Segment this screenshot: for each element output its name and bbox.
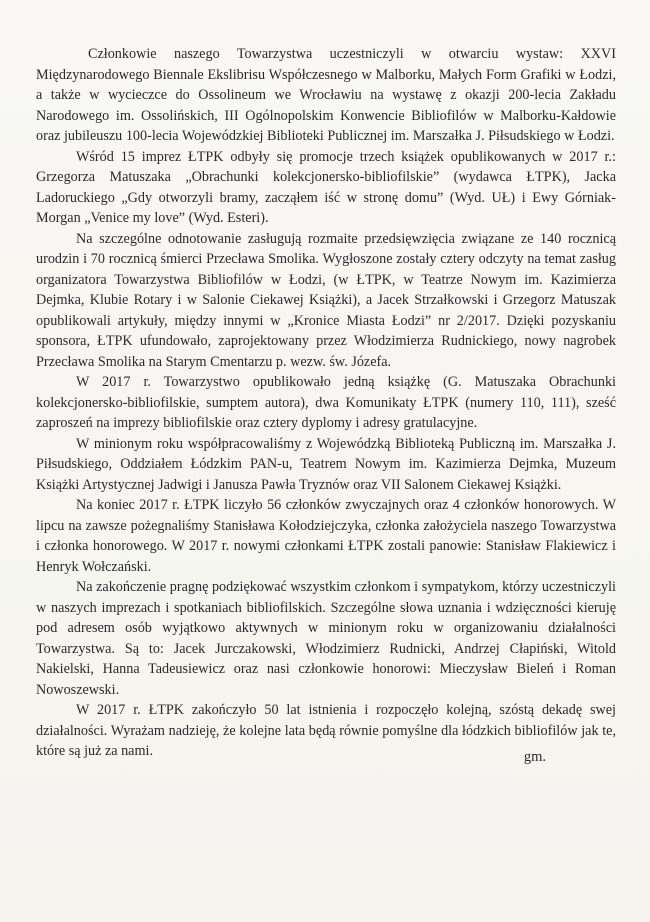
signature: gm. [523, 749, 546, 765]
paragraph-publications: W 2017 r. Towarzystwo opublikowało jedną książkę (G. Matuszaka Obrachunki kolekcjonersko-bibliofilskie, sumptem autora), dwa Komunikaty ŁTPK (numery 110, 111), sześć zaproszeń na imprezy bibliofilskie oraz cztery dyplomy i adresy gratulacyjne. [36, 374, 616, 431]
paragraph-exhibitions: Członkowie naszego Towarzystwa uczestniczyli w otwarciu wystaw: XXVI Międzynarodowego Biennale Ekslibrisu Współczesnego w Malborku, Małych Form Grafiki w Łodzi, a także w wycieczce do Ossolineum we Wrocławiu na wystawę z okazji 200-lecia Zakładu Narodowego im. Ossolińskich, III Ogólnopolskim Konwencie Bibliofilów w Malborku-Kałdowie oraz jubileuszu 100-lecia Wojewódzkiej Biblioteki Publicznej im. Marszałka J. Piłsudskiego w Łodzi. [36, 46, 616, 144]
paragraph-acknowledgements: Na zakończenie pragnę podziękować wszystkim członkom i sympatykom, którzy uczestniczyli w naszych imprezach i spotkaniach bibliofilskich. Szczególne słowa uznania i wdzięczności kieruję pod adresem osób wyjątkowo aktywnych w minionym roku w organizowaniu działalności Towarzystwa. Są to: Jacek Jurczakowski, Włodzimierz Rudnicki, Andrzej Cłapiński, Witold Nakielski, Hanna Tadeusiewicz oraz nasi członkowie honorowi: Mieczysław Bieleń i Roman Nowoszewski. [36, 579, 616, 698]
paragraph-closing: W 2017 r. ŁTPK zakończyło 50 lat istnienia i rozpoczęło kolejną, szóstą dekadę swej działalności. Wyrażam nadzieję, że kolejne lata będą równie pomyślne dla łódzkich bibliofilów jak te, które są już za nami. [36, 702, 616, 759]
paragraph-book-promotions: Wśród 15 imprez ŁTPK odbyły się promocje trzech książek opublikowanych w 2017 r.: Grzegorza Matuszaka „Obrachunki kolekcjonersko-bibliofilskie” (wydawca ŁTPK), Jacka Ladoruckiego „Gdy otworzyli bramy, zacząłem iść w stronę domu” (Wyd. UŁ) i Ewy Górniak-Morgan „Venice my love” (Wyd. Esteri). [36, 148, 616, 226]
paragraph-cooperation: W minionym roku współpracowaliśmy z Wojewódzką Biblioteką Publiczną im. Marszałka J. Piłsudskiego, Oddziałem Łódzkim PAN-u, Teatrem Nowym im. Kazimierza Dejmka, Muzeum Książki Artystycznej Jadwigi i Janusza Pawła Tryznów oraz VII Salonem Ciekawej Książki. [36, 435, 616, 493]
paragraph-smolik-anniversary: Na szczególne odnotowanie zasługują rozmaite przedsięwzięcia związane ze 140 rocznicą urodzin i 70 rocznicą śmierci Przecława Smolika. Wygłoszone zostały cztery odczyty na temat zasług organizatora Towarzystwa Bibliofilów w Łodzi, (w ŁTPK, w Teatrze Nowym im. Kazimierza Dejmka, Klubie Rotary i w Salonie Ciekawej Książki), a Jacek Strzałkowski i Grzegorz Matuszak opublikowali artykuły, między innymi w „Kronice Miasta Łodzi” nr 2/2017. Dzięki pozyskaniu sponsora, ŁTPK ufundowało, zaprojektowany przez Włodzimierza Rudnickiego, nowy nagrobek Przecława Smolika na Starym Cmentarzu p. wezw. św. Józefa. [36, 230, 616, 370]
paragraph-membership: Na koniec 2017 r. ŁTPK liczyło 56 członków zwyczajnych oraz 4 członków honorowych. W lipcu na zawsze pożegnaliśmy Stanisława Kołodziejczyka, członka założyciela naszego Towarzystwa i członka honorowego. W 2017 r. nowymi członkami ŁTPK zostali panowie: Stanisław Flakiewicz i Henryk Wołczański. [36, 497, 616, 575]
